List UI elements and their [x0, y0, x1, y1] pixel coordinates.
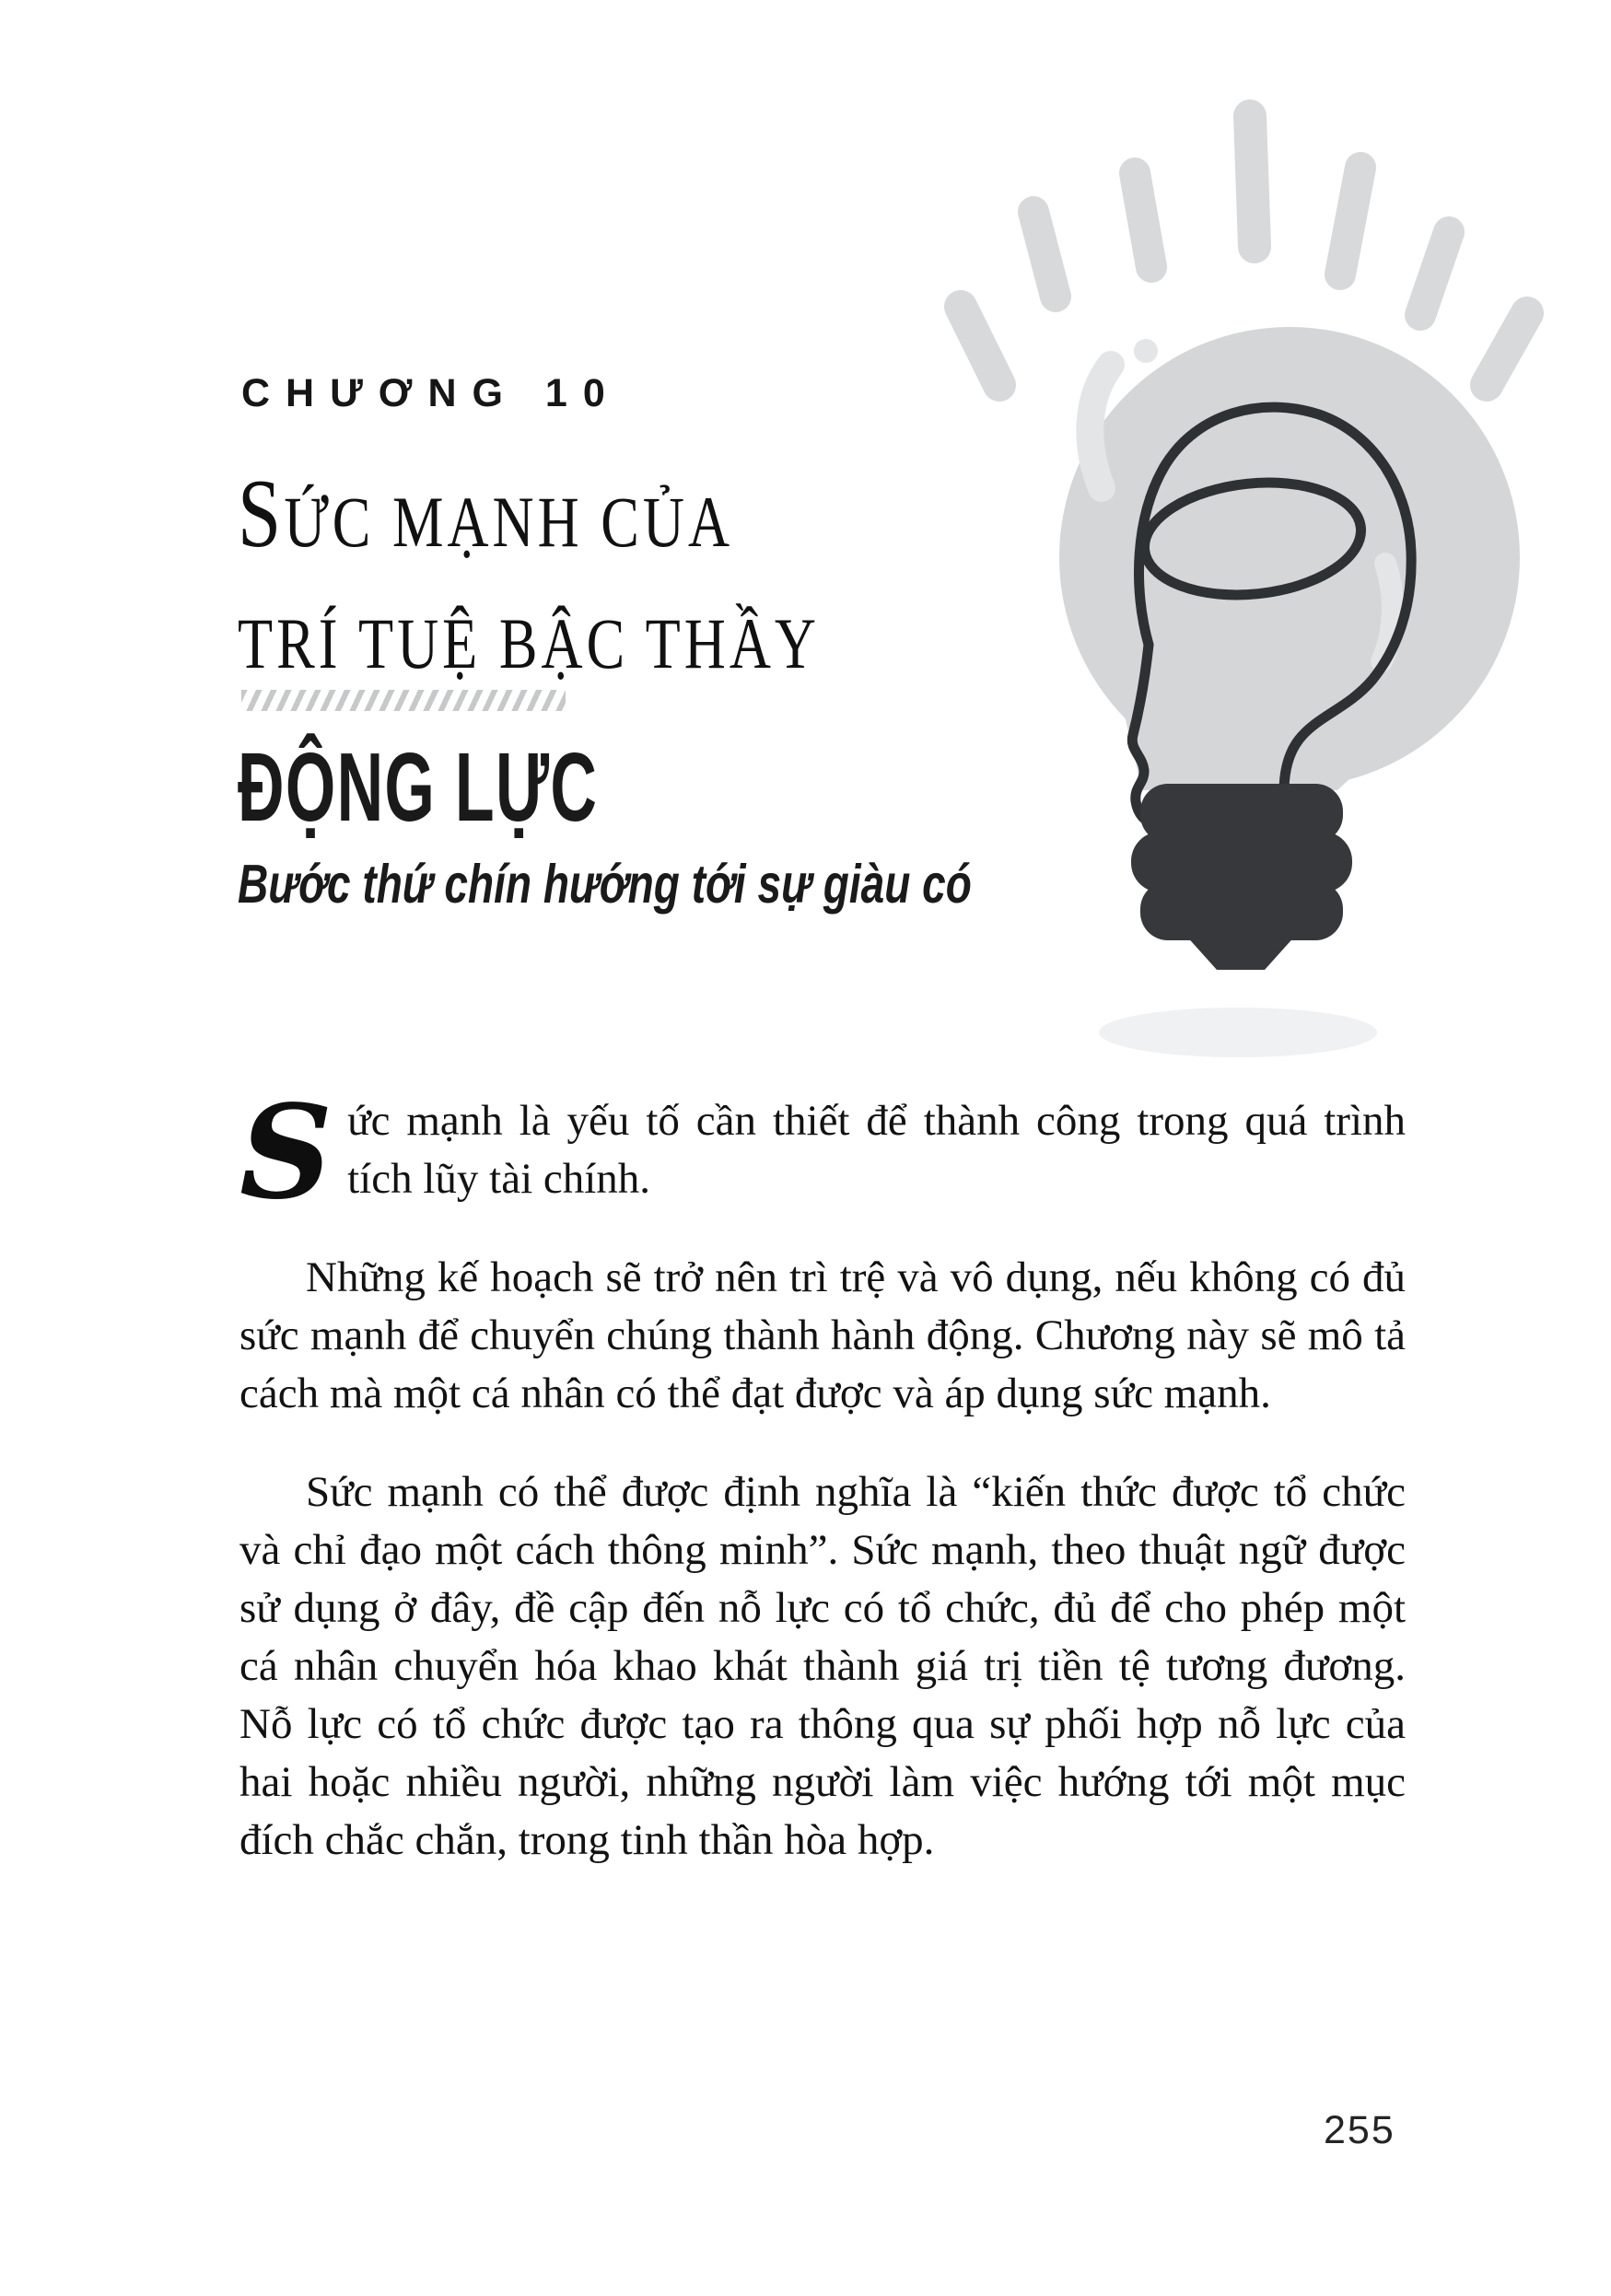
chapter-title-line2: TRÍ TUỆ BẬC THẦY [238, 603, 820, 683]
hatch-divider [241, 690, 566, 711]
bulb-glass [1059, 327, 1520, 790]
body-paragraph [239, 1249, 1406, 1423]
chapter-title-line1: ỨC MẠNH CỦA [284, 482, 734, 562]
paragraph-text: ức mạnh là yếu tố cần thiết để thành công trong quá trình tích lũy tài chính. [347, 1097, 1406, 1203]
paragraph-text: Sức mạnh có thể được định nghĩa là “kiến thức được tổ chức và chỉ đạo một cách thông minh”. Sức mạnh, theo thuật ngữ được sử dụng ở đây, đề cập đến nỗ lực có tổ chức, đủ để cho phép một cá nhân chuyển hóa khao khát thành giá trị tiền tệ tương đương. Nỗ lực có tổ chức được tạo ra thông qua sự phối hợp nỗ lực của hai hoặc nhiều người, những người làm việc hướng tới một mục đích chắc chắn, trong tinh thần hòa hợp. [239, 1468, 1406, 1864]
drop-cap: S [239, 1078, 333, 1229]
body-text [239, 1078, 1406, 1870]
lightbulb-head-illustration [921, 83, 1584, 1087]
chapter-subtitle: Bước thứ chín hướng tới sự giàu có [238, 854, 972, 915]
ground-shadow [1099, 1008, 1377, 1057]
chapter-title [238, 453, 820, 705]
body-paragraph [239, 1463, 1406, 1870]
section-heading: ĐỘNG LỰC [238, 733, 599, 842]
chapter-title-initial: S [238, 460, 285, 567]
page-number: 255 [1324, 2108, 1395, 2152]
chapter-label: CHƯƠNG 10 [241, 371, 621, 415]
bulb-base [1131, 784, 1352, 970]
paragraph-text: Những kế hoạch sẽ trở nên trì trệ và vô dụng, nếu không có đủ sức mạnh để chuyển chúng thành hành động. Chương này sẽ mô tả cách mà một cá nhân có thể đạt được và áp dụng sức mạnh. [239, 1253, 1406, 1417]
body-paragraph [239, 1078, 1406, 1229]
